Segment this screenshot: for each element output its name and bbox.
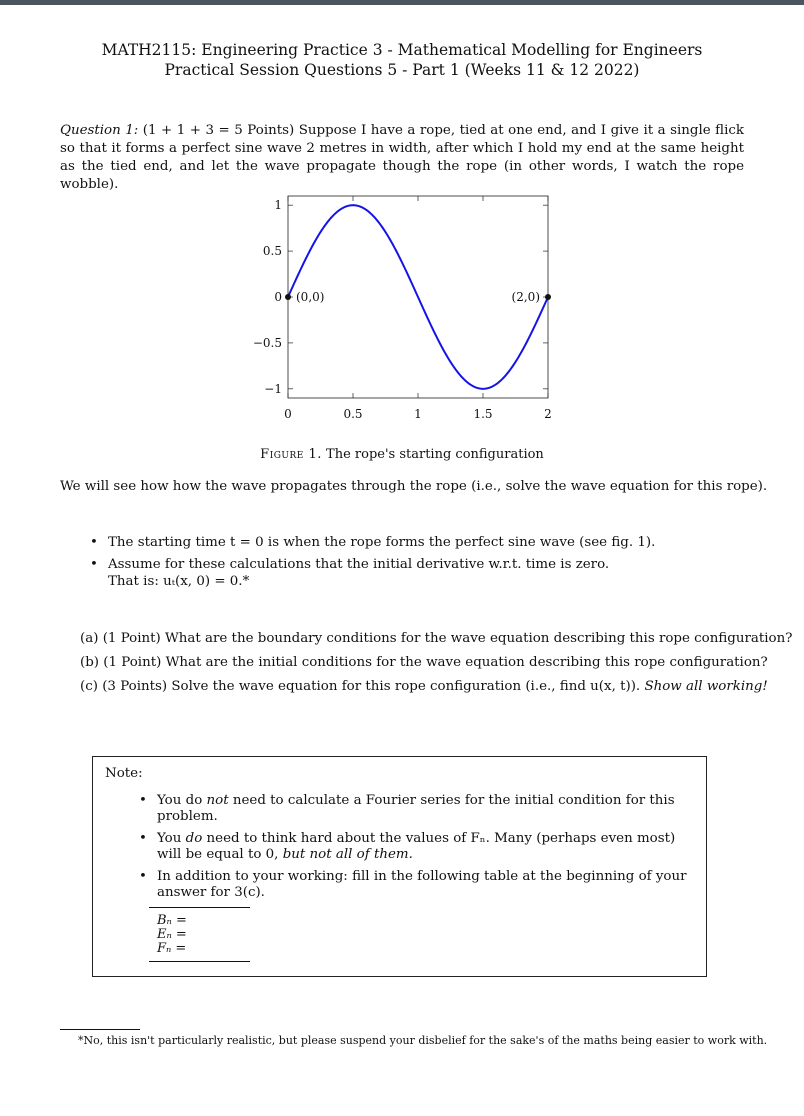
footnote: *No, this isn't particularly realistic, but please suspend your disbelief for the sake's of the maths being easier to work with.	[78, 1034, 768, 1047]
list-item: • The starting time t = 0 is when the rope forms the perfect sine wave (see fig. 1).	[90, 535, 656, 550]
question-1	[60, 122, 744, 194]
intro-text: We will see how how the wave propagates through the rope (i.e., solve the wave equation for this rope).	[60, 479, 768, 494]
figure-caption	[0, 447, 804, 462]
table-row: Eₙ =	[157, 927, 187, 942]
assumptions-list	[90, 534, 730, 595]
page-title	[0, 40, 804, 80]
list-item: • You do not need to calculate a Fourier series for the initial condition for this problem.	[139, 793, 675, 824]
note-emphasis: not	[206, 793, 229, 808]
x-tick-label: 0	[284, 407, 292, 421]
x-tick-label: 0.5	[343, 407, 363, 421]
question-text: (1 + 1 + 3 = 5 Points) Suppose I have a rope, tied at one end, and I give it a single flick so that it forms a perfect sine wave 2 metres in width, after which I hold my end at the same height as the tied end, and let the wave propagate though the rope (in other words, I watch the rope wobble).	[60, 123, 744, 192]
note-box	[92, 756, 707, 977]
note-text: need to calculate a Fourier series for the initial condition for this problem.	[157, 793, 675, 824]
data-point	[285, 294, 291, 300]
y-tick-label: −0.5	[252, 335, 282, 350]
note-list	[139, 793, 699, 907]
note-emphasis: do	[185, 831, 203, 846]
question-label: Question 1:	[60, 123, 139, 138]
footnote-rule	[60, 1029, 140, 1030]
bullet-text-cont: That is: uₜ(x, 0) = 0.*	[108, 574, 250, 589]
data-point	[545, 294, 551, 300]
answer-table	[149, 907, 250, 962]
bullet-text: The starting time t = 0 is when the rope forms the perfect sine wave (see fig. 1).	[108, 535, 656, 550]
data-point-label: (0,0)	[296, 290, 325, 304]
title-line-1: MATH2115: Engineering Practice 3 - Mathematical Modelling for Engineers	[101, 41, 703, 59]
top-bar	[0, 0, 804, 5]
list-item: • Assume for these calculations that the initial derivative w.r.t. time is zero. That is: uₜ(x, 0) = 0.*	[90, 557, 610, 589]
y-tick-label: −1	[264, 381, 282, 396]
figure-caption-text: The rope's starting configuration	[321, 447, 544, 462]
part-b: (b) (1 Point) What are the initial conditions for the wave equation describing this rope configuration?	[80, 655, 768, 670]
note-emphasis: but not all of them.	[282, 847, 413, 862]
part-a: (a) (1 Point) What are the boundary conditions for the wave equation describing this rope configuration?	[80, 631, 793, 646]
question-parts	[80, 631, 793, 703]
table-bottom-rule	[149, 961, 250, 962]
note-text: You	[157, 831, 186, 846]
x-tick-label: 1.5	[473, 407, 493, 421]
part-c-text: (c) (3 Points) Solve the wave equation for this rope configuration (i.e., find u(x, t)).	[80, 679, 641, 694]
note-text: In addition to your working: fill in the following table at the beginning of your answer for 3(c).	[157, 869, 687, 900]
sine-curve	[288, 205, 548, 389]
part-c	[80, 679, 780, 694]
table-row: Bₙ =	[157, 913, 187, 928]
list-item: • In addition to your working: fill in the following table at the beginning of your answer for 3(c).	[139, 869, 687, 900]
data-point-label: (2,0)	[511, 290, 540, 304]
y-tick-label: 1	[274, 198, 282, 213]
table-row: Fₙ =	[157, 941, 187, 956]
x-tick-label: 2	[544, 407, 552, 421]
y-tick-label: 0	[274, 290, 282, 304]
note-text: You do	[157, 793, 207, 808]
note-label: Note:	[105, 766, 143, 781]
x-tick-label: 1	[414, 407, 422, 421]
figure-caption-prefix: Figure 1.	[260, 447, 322, 462]
part-c-emphasis: Show all working!	[644, 679, 768, 694]
bullet-text: Assume for these calculations that the initial derivative w.r.t. time is zero.	[108, 557, 610, 572]
list-item: • You do need to think hard about the values of Fₙ. Many (perhaps even most) will be equal to 0, but not all of them.	[139, 831, 676, 862]
y-tick-label: 0.5	[262, 244, 282, 259]
note-text: need to think hard about the values of Fₙ. Many (perhaps even most) will be equal to 0,	[157, 831, 676, 862]
title-line-2: Practical Session Questions 5 - Part 1 (Weeks 11 & 12 2022)	[164, 61, 640, 79]
sine-wave-figure	[236, 188, 566, 428]
